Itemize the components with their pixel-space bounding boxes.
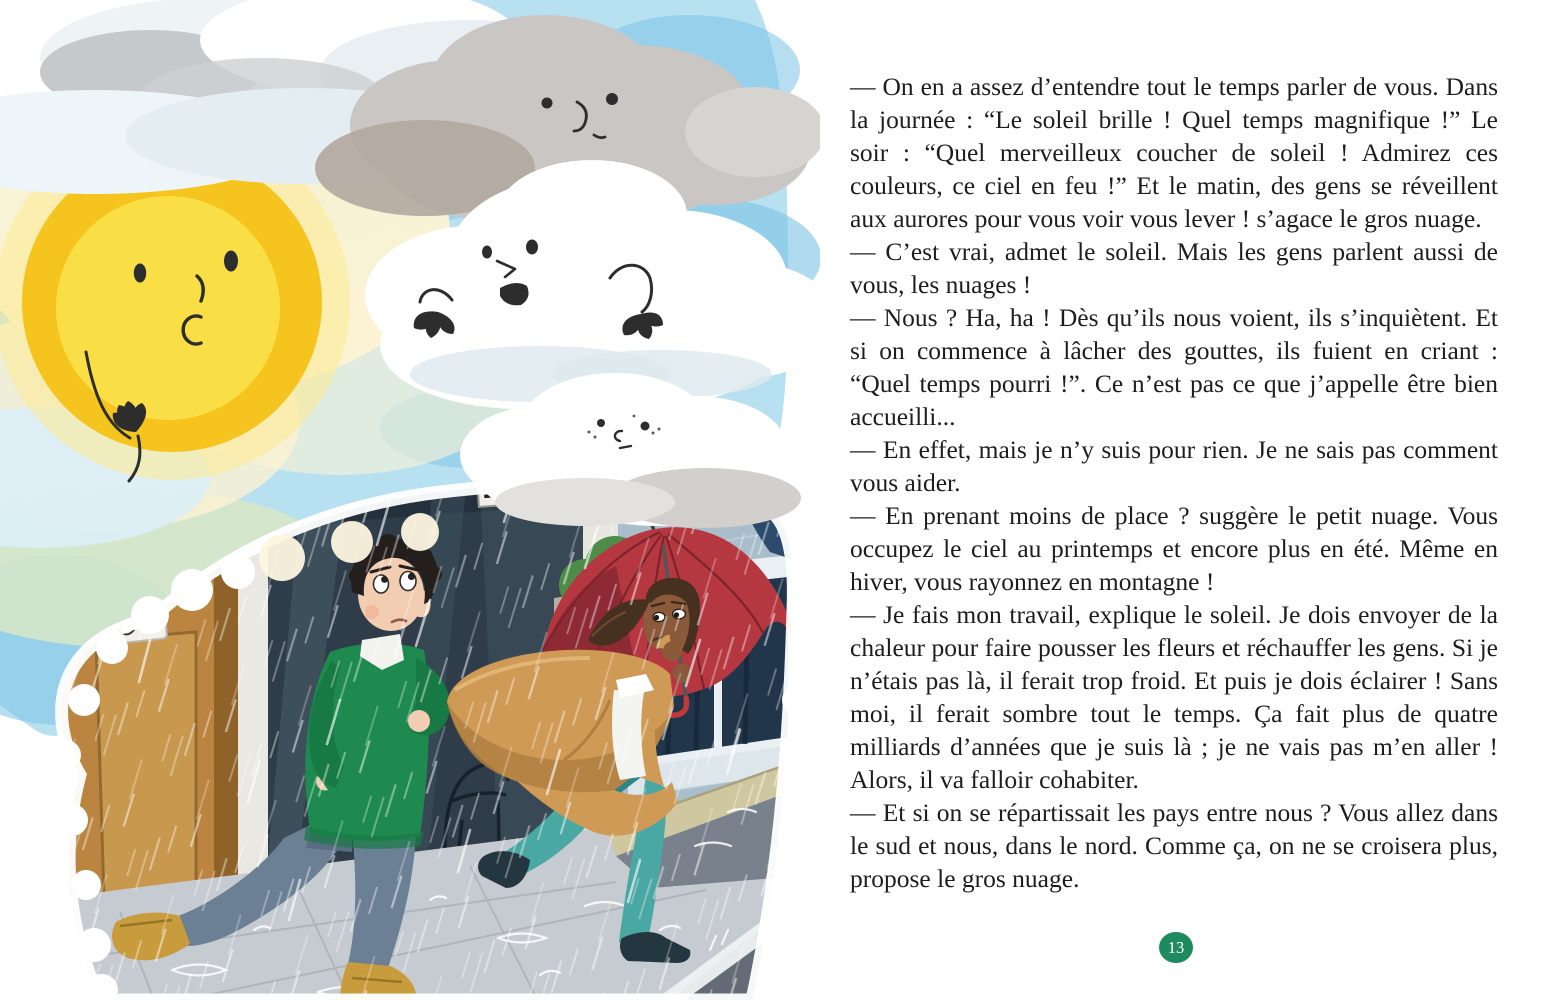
page-number-badge <box>1159 932 1193 963</box>
dialogue-paragraph: — Et si on se répartissait les pays entre nous ? Vous allez dans le sud et nous, dans le nord. Comme ça, on ne se croisera plus, propose le gros nuage. <box>850 798 1498 893</box>
dialogue-paragraph: — En prenant moins de place ? suggère le petit nuage. Vous occupez le ciel au printemps et encore plus en été. Même en hiver, vous rayonnez en montagne ! <box>850 501 1498 596</box>
dialogue-paragraph: — Je fais mon travail, explique le soleil. Je dois envoyer de la chaleur pour faire pousser les fleurs et réchauffer les gens. Si je n’étais pas là, il ferait trop froid. Et puis je dois éclairer ! Sans moi, il ferait sombre tout le temps. Ça fait plus de quatre milliards d’années que je suis là ; je ne vais pas m’en aller ! Alors, il va falloir cohabiter. <box>850 600 1498 794</box>
page-number: 13 <box>1167 937 1185 957</box>
dialogue-paragraph: — En effet, mais je n’y suis pour rien. Je ne sais pas comment vous aider. <box>850 435 1498 497</box>
dialogue-paragraph: — C’est vrai, admet le soleil. Mais les gens parlent aussi de vous, les nuages ! <box>850 237 1498 299</box>
dialogue-paragraph: — Nous ? Ha, ha ! Dès qu’ils nous voient, ils s’inquiètent. Et si on commence à lâcher des gouttes, ils fuient en criant : “Quel temps pourri !”. Ce n’est pas ce que j’appelle être bien accueilli... <box>850 303 1498 431</box>
story-text <box>850 70 1498 895</box>
dialogue-paragraph: — On en a assez d’entendre tout le temps parler de vous. Dans la journée : “Le soleil brille ! Quel temps magnifique !” Le soir : “Quel merveilleux coucher de soleil ! Admirez ces couleurs, ce ciel en feu !” Et le matin, des gens se réveillent aux aurores pour vous voir vous lever ! s’agace le gros nuage. <box>850 72 1498 233</box>
